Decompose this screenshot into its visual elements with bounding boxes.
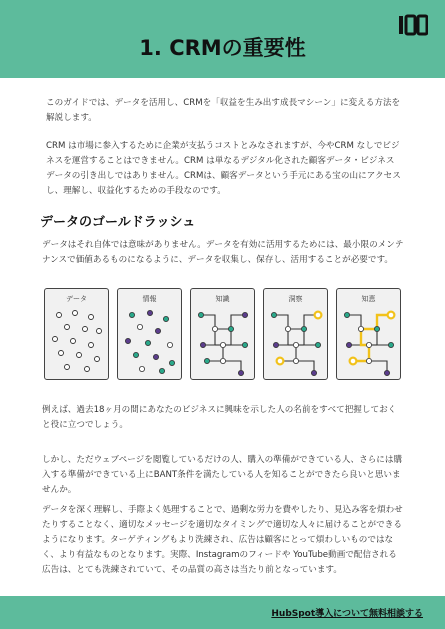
section-heading: データのゴールドラッシュ <box>40 215 196 230</box>
panel-label-insight: 洞察 <box>288 295 303 303</box>
panel-label-wisdom: 知恵 <box>361 295 376 303</box>
footer-band <box>0 596 445 629</box>
page-title: 1. CRMの重要性 <box>139 36 306 60</box>
section-paragraph-4: データを深く理解し、手際よく処理することで、過剰な労力を費やしたり、見込み客を煩わせたりすることなく、適切なメッセージを適切なタイミングで適切な人々に届けることができるようになります。ターゲティングもより洗練され、広告は顧客にとって煩わしいものではなく、より有益なものとなります。実際、Instagramのフィードや YouTube動画で配信される広告は、とても洗練されていて、その品質の高さは当たり前となっています。 <box>42 505 403 575</box>
hundred-logo-icon <box>398 14 428 36</box>
intro-paragraph-2: CRM は市場に参入するために企業が支払うコストとみなされますが、今やCRM なしでビジネスを運営することはできません。CRM は単なるデジタル化された顧客データ・ビジネスデータの引き出しではありません。CRMは、顧客データという手元にある宝の山にアクセスし、理解し、収益化するための手段なのです。 <box>46 141 401 196</box>
panel-label-information: 情報 <box>142 295 157 303</box>
panel-wisdom <box>336 288 401 380</box>
panel-information <box>117 288 182 380</box>
section-paragraph-1: データはそれ自体では意味がありません。データを有効に活用するためには、最小限のメンテナンスで価値あるものになるように、データを収集し、保存し、活用することが必要です。 <box>42 240 404 265</box>
data-to-wisdom-illustration <box>44 288 401 383</box>
data-dots-icon <box>45 289 110 381</box>
information-dots-icon <box>118 289 183 381</box>
section-paragraph-3: しかし、ただウェブページを閲覧しているだけの人、購入の準備ができている人、さらには購入する準備ができている上にBANT条件を満たしている人を知ることができたら良いと思いませんか。 <box>42 455 403 495</box>
panel-knowledge <box>190 288 255 380</box>
panel-label-data: データ <box>66 295 87 303</box>
panel-label-knowledge: 知識 <box>215 295 230 303</box>
section-paragraph-2: 例えば、過去18ヶ月の間にあなたのビジネスに興味を示した人の名前をすべて把握しておくと役に立つでしょう。 <box>42 405 397 430</box>
free-consultation-link[interactable]: HubSpot導入について無料相談する <box>271 609 423 619</box>
knowledge-network-icon <box>191 289 256 381</box>
wisdom-network-icon <box>337 289 402 381</box>
intro-paragraph-1: このガイドでは、データを活用し、CRMを「収益を生み出す成長マシーン」に変える方法を解説します。 <box>46 98 401 123</box>
insight-network-icon <box>264 289 329 381</box>
panel-insight <box>263 288 328 380</box>
header-band <box>0 0 445 78</box>
panel-data <box>44 288 109 380</box>
